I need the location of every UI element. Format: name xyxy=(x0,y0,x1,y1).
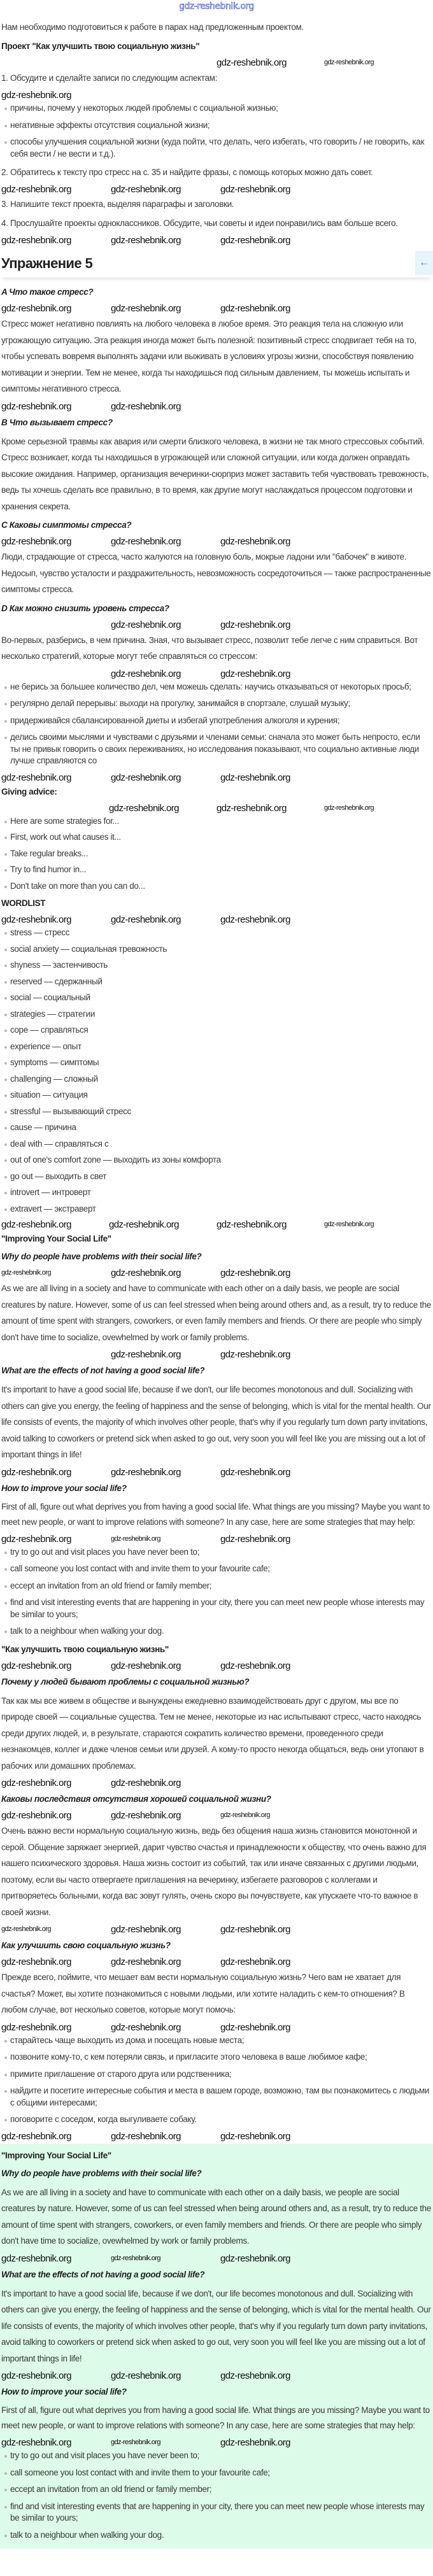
watermark: gdz-reshebnik.org xyxy=(111,400,181,412)
english-title: "Improving Your Social Life" xyxy=(1,1234,111,1243)
list-item: find and visit interesting events that are happening in your city, there you can meet new people whose interests may be similar to yours; xyxy=(10,1597,432,1620)
step-4: 4. Прослушайте проекты одноклассников. Обсудите, чьи советы и идеи понравились вам больше всего. xyxy=(1,218,398,228)
watermark-row xyxy=(1,1349,432,1360)
list-item: try to go out and visit places you have never been to; xyxy=(10,1546,432,1559)
exercise-title: Упражнение 5 xyxy=(1,255,93,271)
watermark: gdz-reshebnik.org xyxy=(220,2370,290,2381)
watermark: gdz-reshebnik.org xyxy=(111,2130,181,2142)
english-a3: First of all, figure out what deprives you from having a good social life. What things are you missing? Maybe you want to meet new people, or want to improve relations with someone? In any case, here are some strategies that may help: xyxy=(1,1501,430,1527)
watermark-row xyxy=(1,2253,432,2264)
watermark: gdz-reshebnik.org xyxy=(1,2130,71,2142)
watermark: gdz-reshebnik.org xyxy=(111,1466,181,1478)
list-item: eccept an invitation from an old friend or family member; xyxy=(10,2484,432,2496)
watermark-row xyxy=(1,1534,432,1545)
list-item: придерживайся сбалансированной диеты и избегай употребления алкоголя и курения; xyxy=(10,715,432,727)
section-d-text: Во-первых, разберись, в чем причина. Зная, что вызывает стресс, позволит тебе легче с ним справиться. Вот несколько стратегий, которые могут тебе справляться со стрессом: xyxy=(1,635,418,661)
arrow-left-icon: ← xyxy=(419,257,429,268)
intro-lead: Нам необходимо подготовиться к работе в парах над предложенным проектом. xyxy=(1,22,304,32)
watermark: gdz-reshebnik.org xyxy=(324,58,374,66)
watermark-row xyxy=(1,1268,432,1278)
list-item: поговорите с соседом, когда выгуливаете собаку. xyxy=(10,2114,432,2126)
list-item: strategies — стратегии xyxy=(10,1008,432,1021)
watermark: gdz-reshebnik.org xyxy=(220,2130,290,2142)
watermark: gdz-reshebnik.org xyxy=(111,2254,160,2262)
list-item: способы улучшения социальной жизни (куда пойти, что делать, чего избегать, что говорить / не говорить, как себя вести / не вести и т.д.). xyxy=(10,136,432,160)
watermark: gdz-reshebnik.org xyxy=(111,1349,181,1360)
list-item: найдите и посетите интересные события и места в вашем городе, возможно, там вы познакомитесь с людьми с общими интересами; xyxy=(10,2085,432,2109)
watermark: gdz-reshebnik.org xyxy=(1,772,71,783)
list-item: out of one's comfort zone — выходить из зоны комфорта xyxy=(10,1154,432,1166)
stress-tips-list xyxy=(1,681,432,767)
section-c-text: Люди, страдающие от стресса, часто жалуются на головную боль, мокрые ладони или "бабочек" в животе. Недосып, чувство усталости и раздражительность, невозможность сосредоточиться — также распространенные симптомы стресса. xyxy=(1,552,431,594)
watermark: gdz-reshebnik.org xyxy=(1,400,71,412)
watermark: gdz-reshebnik.org xyxy=(220,668,290,679)
watermark-row xyxy=(1,1219,432,1230)
watermark: gdz-reshebnik.org xyxy=(1,303,71,314)
step-3: 3. Напишите текст проекта, выделяя параграфы и заголовки. xyxy=(1,199,234,209)
watermark-row xyxy=(1,2022,432,2033)
list-item: extravert — экстраверт xyxy=(10,1203,432,1215)
watermark: gdz-reshebnik.org xyxy=(1,1925,51,1933)
list-item: Take regular breaks... xyxy=(10,848,432,860)
watermark: gdz-reshebnik.org xyxy=(220,1924,290,1935)
watermark-row xyxy=(1,401,432,412)
list-item: call someone you lost contact with and invite them to your favourite cafe; xyxy=(10,2467,432,2479)
russian-title: "Как улучшить твою социальную жизнь" xyxy=(1,1644,169,1654)
english-project xyxy=(1,1232,432,1638)
wordlist-title: WORDLIST xyxy=(1,898,46,908)
watermark-row xyxy=(1,2131,432,2142)
list-item: stress — стресс xyxy=(10,927,432,939)
wordlist-items xyxy=(1,927,432,1215)
advice-list xyxy=(1,816,432,893)
watermark: gdz-reshebnik.org xyxy=(220,619,290,630)
list-item: негативные эффекты отсутствия социальной жизни; xyxy=(10,120,432,132)
watermark: gdz-reshebnik.org xyxy=(1,1810,71,1821)
watermark: gdz-reshebnik.org xyxy=(111,772,181,783)
list-item: cope — справляться xyxy=(10,1024,432,1037)
aspects-list xyxy=(1,103,432,160)
watermark: gdz-reshebnik.org xyxy=(1,1466,71,1478)
watermark: gdz-reshebnik.org xyxy=(111,2370,181,2381)
list-item: cause — причина xyxy=(10,1122,432,1134)
russian-q3: Как улучшить свою социальную жизнь? xyxy=(1,1941,171,1950)
list-item: situation — ситуация xyxy=(10,1089,432,1101)
list-item: symptoms — симптомы xyxy=(10,1057,432,1069)
watermark: gdz-reshebnik.org xyxy=(1,90,71,101)
watermark: gdz-reshebnik.org xyxy=(111,303,181,314)
list-item: позвоните кому-то, с кем потеряли связь, и пригласите этого человека в ваше любимое кафе; xyxy=(10,2051,432,2063)
watermark: gdz-reshebnik.org xyxy=(111,619,181,630)
watermark: gdz-reshebnik.org xyxy=(220,536,290,547)
section-a-text: Стресс может негативно повлиять на любого человека в любое время. Это реакция тела на сложную или угрожающую ситуацию. Эта реакция иногда может быть полезной: позитивный стресс сподвигает тебя на то, чтобы успевать вовремя выполнять задачи или выживать в условиях угрозы жизни, способствуя появлению мотивации и энергии. Тем не менее, когда ты находишься под сильным давлением, ты можешь испытать и симптомы негативного стресса. xyxy=(1,319,416,393)
russian-a3: Прежде всего, поймите, что мешает вам вести нормальную социальную жизнь? Чего вам не хватает для счастья? Может, вы хотите познакомиться с новыми людьми, или хотите наладить с кем-то отношения? В любом случае, вот несколько советов, которые могут помочь: xyxy=(1,1972,405,2014)
project-title: Проект "Как улучшить твою социальную жизнь" xyxy=(1,41,200,51)
step-1: 1. Обсудите и сделайте записи по следующим аспектам: xyxy=(1,73,217,83)
watermark: gdz-reshebnik.org xyxy=(111,235,181,246)
list-item: go out — выходить в свет xyxy=(10,1171,432,1183)
section-b-text: Кроме серьезной травмы как авария или смерти близкого человека, в жизни не так много стрессовых событий. Стресс возникает, когда ты находишься в угрожающей или сложной ситуации, или когда должен оправдать высокие ожидания. Например, организация вечеринки-сюрприз может заставить тебя чувствовать тревожность, ведь ты хочешь сделать все правильно, в то время, как другие могут наслаждаться процессом подготовки и хранения секрета. xyxy=(1,436,429,511)
list-item: First, work out what causes it... xyxy=(10,832,432,844)
watermark: gdz-reshebnik.org xyxy=(216,57,287,68)
watermark-row xyxy=(1,803,432,814)
russian-tips xyxy=(1,2035,432,2126)
english-a3-2: First of all, figure out what deprives you from having a good social life. What things are you missing? Maybe you want to meet new people, or want to improve relations with someone? In any case, here are some strategies that may help: xyxy=(1,2405,430,2430)
watermark: gdz-reshebnik.org xyxy=(111,1660,181,1671)
watermark: gdz-reshebnik.org xyxy=(1,1957,71,1967)
watermark: gdz-reshebnik.org xyxy=(111,184,181,195)
watermark-row xyxy=(1,2370,432,2381)
project-intro xyxy=(1,14,432,246)
russian-project xyxy=(1,1643,432,2142)
russian-a2: Очень важно вести нормальную социальную жизнь, ведь без общения наша жизнь становится монотонной и серой. Общение заряжает энергией, дарит чувство счастья и принадлежности к обществу, что очень важно для нашего психического здоровья. Наша жизнь состоит из событий, так или иначе связанных с другими людьми, поэтому, если вы часто отвергаете приглашения на вечеринку, избегаете разговоров с коллегами и притворяетесь больными, когда вас зовут гулять, очень скоро вы почувствуете, как упускаете что-то важное в своей жизни. xyxy=(1,1826,427,1917)
english-a1: As we are all living in a society and have to communicate with each other on a daily basis, we people are social creatures by nature. However, some of us can feel stressed when being around others and, as a result, try to reduce the amount of time spent with strangers, coworkers, or even family members and friends. Or there are people who simply don't have time to socialize, ovewhelmed by work or family problems. xyxy=(1,1284,431,1342)
watermark: gdz-reshebnik.org xyxy=(220,772,290,783)
watermark: gdz-reshebnik.org xyxy=(1,536,71,547)
watermark-row xyxy=(1,1810,432,1821)
list-item: find and visit interesting events that are happening in your city, there you can meet new people whose interests may be similar to yours; xyxy=(10,2501,432,2524)
watermark: gdz-reshebnik.org xyxy=(109,1219,179,1230)
russian-q2: Каковы последствия отсутствия хорошей социальной жизни? xyxy=(1,1794,271,1804)
english-q2: What are the effects of not having a good social life? xyxy=(1,1366,205,1375)
list-item: Try to find humor in... xyxy=(10,864,432,876)
watermark: gdz-reshebnik.org xyxy=(220,914,290,925)
list-item: introvert — интроверт xyxy=(10,1187,432,1199)
watermark: gdz-reshebnik.org xyxy=(111,914,181,925)
list-item: Here are some strategies for... xyxy=(10,816,432,828)
exercise-header xyxy=(0,250,433,278)
list-item: reserved — сдержанный xyxy=(10,976,432,988)
watermark: gdz-reshebnik.org xyxy=(1,914,71,925)
watermark-row xyxy=(1,914,432,925)
watermark: gdz-reshebnik.org xyxy=(1,2253,71,2264)
list-item: social anxiety — социальная тревожность xyxy=(10,944,432,956)
section-c-title: C Каковы симптомы стресса? xyxy=(1,520,132,530)
watermark: gdz-reshebnik.org xyxy=(220,1466,290,1478)
list-item: talk to a neighbour when walking your dog. xyxy=(10,2530,432,2542)
english-q3-2: How to improve your social life? xyxy=(1,2387,127,2396)
watermark-row xyxy=(1,90,432,101)
watermark: gdz-reshebnik.org xyxy=(324,1221,374,1228)
russian-q1: Почему у людей бывают проблемы с социальной жизнью? xyxy=(1,1676,250,1687)
watermark: gdz-reshebnik.org xyxy=(111,2021,181,2033)
list-item: deal with — справляться с xyxy=(10,1138,432,1150)
english-q1-2: Why do people have problems with their social life? xyxy=(1,2168,202,2178)
watermark: gdz-reshebnik.org xyxy=(1,1219,71,1230)
watermark-row xyxy=(1,2437,432,2448)
site-logo[interactable]: gdz-reshebnik.org xyxy=(179,1,254,11)
watermark-row xyxy=(1,184,432,195)
watermark: gdz-reshebnik.org xyxy=(220,235,290,246)
watermark: gdz-reshebnik.org xyxy=(220,184,290,195)
watermark: gdz-reshebnik.org xyxy=(1,1660,71,1671)
giving-advice-title: Giving advice: xyxy=(1,786,57,796)
watermark: gdz-reshebnik.org xyxy=(111,1810,181,1821)
list-item: причины, почему у некоторых людей проблемы с социальной жизнью; xyxy=(10,103,432,115)
list-item: делись своими мыслями и чувствами с друзьями и членами семьи: сначала это может быть непросто, если ты не привык говорить о своих переживаниях, но исследования показывают, что социально активные люди лучше справляются со xyxy=(10,732,432,767)
russian-a1: Так как мы все живем в обществе и вынуждены ежедневно взаимодействовать друг с другом, мы все по природе своей — социальные существа. Тем не менее, некоторые из нас испытывают стресс, часто находясь среди других людей, и, в результате, стараются сократить количество времени, проведенного среди незнакомцев, коллег и даже членов семьи или друзей. А кому-то просто некогда общаться, ведь они утопают в рабочих или домашних проблемах. xyxy=(1,1695,424,1771)
list-item: регулярно делай перерывы: выходи на прогулку, занимайся в спортзале, слушай музыку; xyxy=(10,698,432,710)
watermark: gdz-reshebnik.org xyxy=(220,2021,290,2033)
watermark-row xyxy=(1,1957,432,1967)
step-2: 2. Обратитесь к тексту про стресс на с. 35 и найдите фразы, с помощь которых можно дать совет. xyxy=(1,167,373,177)
watermark-row xyxy=(1,619,432,630)
section-d-title: D Как можно снизить уровень стресса? xyxy=(1,603,169,613)
watermark: gdz-reshebnik.org xyxy=(220,303,290,314)
watermark: gdz-reshebnik.org xyxy=(216,802,287,814)
watermark: gdz-reshebnik.org xyxy=(111,1534,160,1543)
back-button[interactable] xyxy=(415,251,433,275)
watermark: gdz-reshebnik.org xyxy=(220,1533,290,1545)
section-b-title: B Что вызывает стресс? xyxy=(1,417,113,427)
english-q1: Why do people have problems with their social life? xyxy=(1,1252,202,1261)
watermark: gdz-reshebnik.org xyxy=(109,802,179,814)
list-item: challenging — сложный xyxy=(10,1073,432,1086)
watermark: gdz-reshebnik.org xyxy=(220,2253,290,2264)
watermark: gdz-reshebnik.org xyxy=(111,1957,181,1967)
watermark: gdz-reshebnik.org xyxy=(111,2438,160,2446)
watermark: gdz-reshebnik.org xyxy=(1,1778,71,1788)
list-item: try to go out and visit places you have never been to; xyxy=(10,2450,432,2462)
watermark: gdz-reshebnik.org xyxy=(220,1811,270,1819)
english-q2-2: What are the effects of not having a good social life? xyxy=(1,2269,205,2279)
english-tips-2 xyxy=(1,2450,432,2541)
watermark-row xyxy=(1,57,432,68)
watermark: gdz-reshebnik.org xyxy=(1,2021,71,2033)
list-item: experience — опыт xyxy=(10,1041,432,1053)
watermark: gdz-reshebnik.org xyxy=(220,1268,290,1278)
watermark: gdz-reshebnik.org xyxy=(1,1269,51,1277)
watermark: gdz-reshebnik.org xyxy=(1,2437,71,2448)
list-item: примите приглашение от старого друга или родственника; xyxy=(10,2069,432,2081)
watermark: gdz-reshebnik.org xyxy=(1,1533,71,1545)
watermark: gdz-reshebnik.org xyxy=(220,2437,290,2448)
watermark-row xyxy=(1,669,432,679)
watermark: gdz-reshebnik.org xyxy=(111,1268,181,1278)
watermark: gdz-reshebnik.org xyxy=(111,668,181,679)
watermark: gdz-reshebnik.org xyxy=(111,536,181,547)
list-item: shyness — застенчивость xyxy=(10,959,432,972)
list-item: call someone you lost contact with and invite them to your favourite cafe; xyxy=(10,1563,432,1575)
watermark: gdz-reshebnik.org xyxy=(220,1349,290,1360)
stress-text xyxy=(1,278,432,783)
watermark-row xyxy=(1,303,432,314)
section-a-title: A Что такое стресс? xyxy=(1,287,94,297)
english-title-2: "Improving Your Social Life" xyxy=(1,2150,111,2160)
english-tips xyxy=(1,1546,432,1638)
watermark-row xyxy=(1,1924,432,1935)
watermark-row xyxy=(1,235,432,246)
watermark: gdz-reshebnik.org xyxy=(111,1778,181,1788)
watermark-row xyxy=(1,772,432,783)
watermark: gdz-reshebnik.org xyxy=(1,235,71,246)
english-a2: It's important to have a good social life, because if we don't, our life becomes monotonous and dull. Socializing with others can give you energy, the feeling of happiness and the sense of belonging, which is vital for the mental health. Our life consists of events, the majority of which involves other people, that's why if you regularly turn down party invitations, avoid talking to coworkers or pretend sick when asked to go out, very soon you will feel like you are missing out a lot of important things in life! xyxy=(1,1385,431,1459)
english-a2-2: It's important to have a good social life, because if we don't, our life becomes monotonous and dull. Socializing with others can give you energy, the feeling of happiness and the sense of belonging, which is vital for the mental health. Our life consists of events, the majority of which involves other people, that's why if you regularly turn down party invitations, avoid talking to coworkers or pretend sick when asked to go out, very soon you will feel like you are missing out a lot of important things in life! xyxy=(1,2288,431,2363)
list-item: stressful — вызывающий стресс xyxy=(10,1106,432,1118)
watermark-row xyxy=(1,536,432,547)
watermark: gdz-reshebnik.org xyxy=(111,1924,181,1935)
list-item: social — социальный xyxy=(10,992,432,1004)
watermark: gdz-reshebnik.org xyxy=(1,184,71,195)
list-item: старайтесь чаще выходить из дома и посещать новые места; xyxy=(10,2035,432,2047)
watermark-row xyxy=(1,1467,432,1478)
english-q3: How to improve your social life? xyxy=(1,1483,127,1493)
watermark-row xyxy=(1,1778,432,1788)
watermark: gdz-reshebnik.org xyxy=(324,803,374,812)
watermark: gdz-reshebnik.org xyxy=(220,1957,290,1967)
giving-advice xyxy=(1,785,432,893)
english-a1-2: As we are all living in a society and have to communicate with each other on a daily basis, we people are social creatures by nature. However, some of us can feel stressed when being around others and, as a result, try to reduce the amount of time spent with strangers, coworkers, or even family members and friends. Or there are people who simply don't have time to socialize, ovewhelmed by work or family problems. xyxy=(1,2187,431,2246)
list-item: Don't take on more than you can do... xyxy=(10,881,432,893)
list-item: не берись за большее количество дел, чем можешь сделать: научись отказываться от некоторых просьб; xyxy=(10,681,432,693)
watermark: gdz-reshebnik.org xyxy=(220,1660,290,1671)
watermark-row xyxy=(1,1660,432,1671)
english-project-highlighted xyxy=(0,2144,433,2549)
list-item: eccept an invitation from an old friend or family member; xyxy=(10,1580,432,1592)
wordlist xyxy=(1,896,432,1230)
watermark: gdz-reshebnik.org xyxy=(1,2370,71,2381)
watermark: gdz-reshebnik.org xyxy=(216,1219,287,1230)
list-item: talk to a neighbour when walking your dog. xyxy=(10,1625,432,1638)
